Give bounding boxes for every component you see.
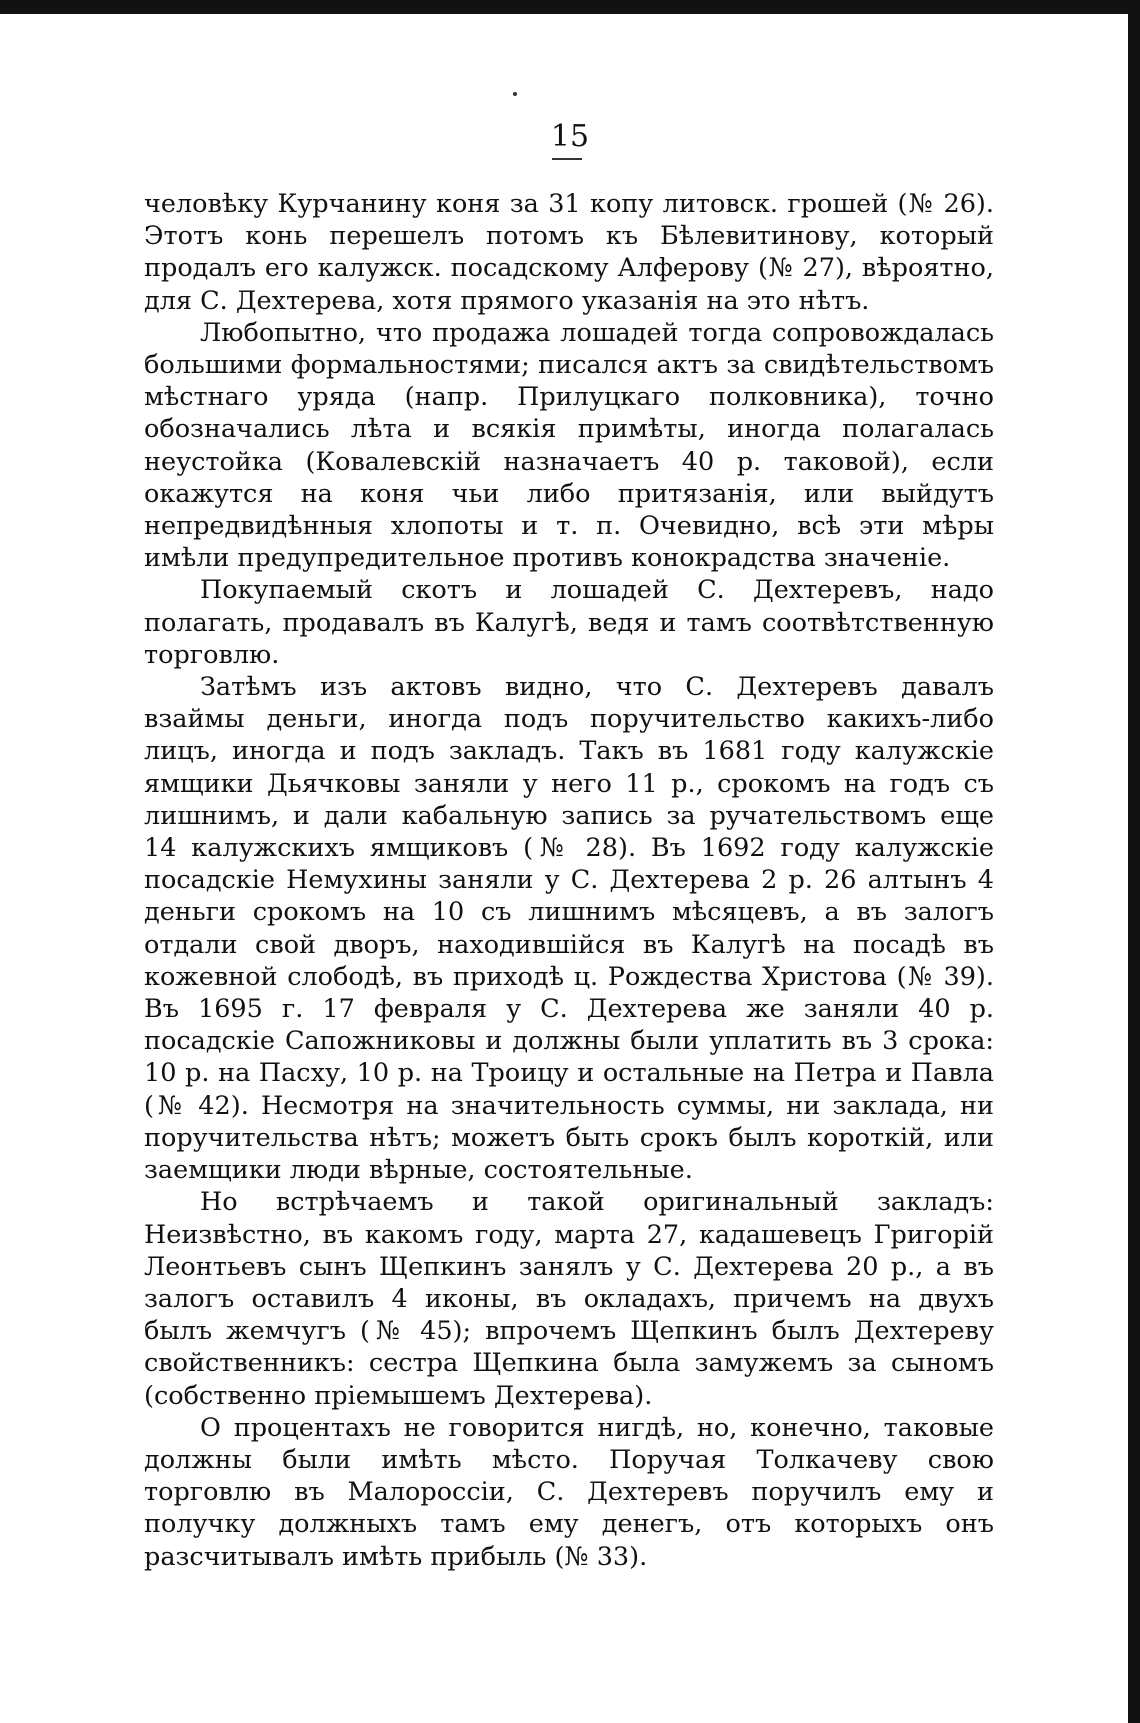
body-text — [144, 188, 994, 1573]
paragraph: Но встрѣчаемъ и такой оригинальный закладъ: Неизвѣстно, въ какомъ году, марта 27, кадашевецъ Григорій Леонтьевъ сынъ Щепкинъ занялъ у С. Дехтерева 20 р., а въ залогъ оставилъ 4 иконы, въ окладахъ, причемъ на двухъ былъ жемчугъ (№ 45); впрочемъ Щепкинъ былъ Дехтереву свойственникъ: сестра Щепкина была замужемъ за сыномъ (собственно пріемышемъ Дехтерева). — [144, 1187, 994, 1411]
paragraph: Затѣмъ изъ актовъ видно, что С. Дехтеревъ давалъ взаймы деньги, иногда подъ поручительство какихъ-либо лицъ, иногда и подъ закладъ. Такъ въ 1681 году калужскіе ямщики Дьячковы заняли у него 11 р., срокомъ на годъ съ лишнимъ, и дали кабальную запись за ручательствомъ еще 14 калужскихъ ямщиковъ (№ 28). Въ 1692 году калужскіе посадскіе Немухины заняли у С. Дехтерева 2 р. 26 алтынъ 4 деньги срокомъ на 10 съ лишнимъ мѣсяцевъ, а въ залогъ отдали свой дворъ, находившійся въ Калугѣ на посадѣ въ кожевной слободѣ, въ приходѣ ц. Рождества Христова (№ 39). Въ 1695 г. 17 февраля у С. Дехтерева же заняли 40 р. посадскіе Сапожниковы и должны были уплатить въ 3 срока: 10 р. на Пасху, 10 р. на Троицу и остальные на Петра и Павла (№ 42). Несмотря на значительность суммы, ни заклада, ни поручительства нѣтъ; можетъ быть срокъ былъ короткій, или заемщики люди вѣрные, состоятельные. — [144, 672, 994, 1186]
scan-speck — [513, 92, 517, 96]
scan-edge-right — [1128, 0, 1140, 1723]
paragraph: О процентахъ не говорится нигдѣ, но, конечно, таковые должны были имѣть мѣсто. Поручая Толкачеву свою торговлю въ Малороссіи, С. Дехтеревъ поручилъ ему и получку должныхъ тамъ ему денегъ, отъ которыхъ онъ разсчитывалъ имѣть прибыль (№ 33). — [144, 1412, 994, 1572]
page-number: 15 — [550, 119, 590, 154]
page-number-rule — [552, 158, 582, 160]
paragraph: Покупаемый скотъ и лошадей С. Дехтеревъ, надо полагать, продавалъ въ Калугѣ, ведя и тамъ соотвѣтственную торговлю. — [144, 575, 994, 670]
paragraph: Любопытно, что продажа лошадей тогда сопровождалась большими формальностями; писался актъ за свидѣтельствомъ мѣстнаго уряда (напр. Прилуцкаго полковника), точно обозначались лѣта и всякія примѣты, иногда полагалась неустойка (Ковалевскій назначаетъ 40 р. таковой), если окажутся на коня чьи либо притязанія, или выйдутъ непредвидѣнныя хлопоты и т. п. Очевидно, всѣ эти мѣры имѣли предупредительное противъ конокрадства значеніе. — [144, 317, 994, 574]
scan-edge-top — [0, 0, 1140, 14]
paragraph: человѣку Курчанину коня за 31 копу литовск. грошей (№ 26). Этотъ конь перешелъ потомъ къ Бѣлевитинову, который продалъ его калужск. посадскому Алферову (№ 27), вѣроятно, для С. Дехтерева, хотя прямого указанія на это нѣтъ. — [144, 189, 994, 316]
